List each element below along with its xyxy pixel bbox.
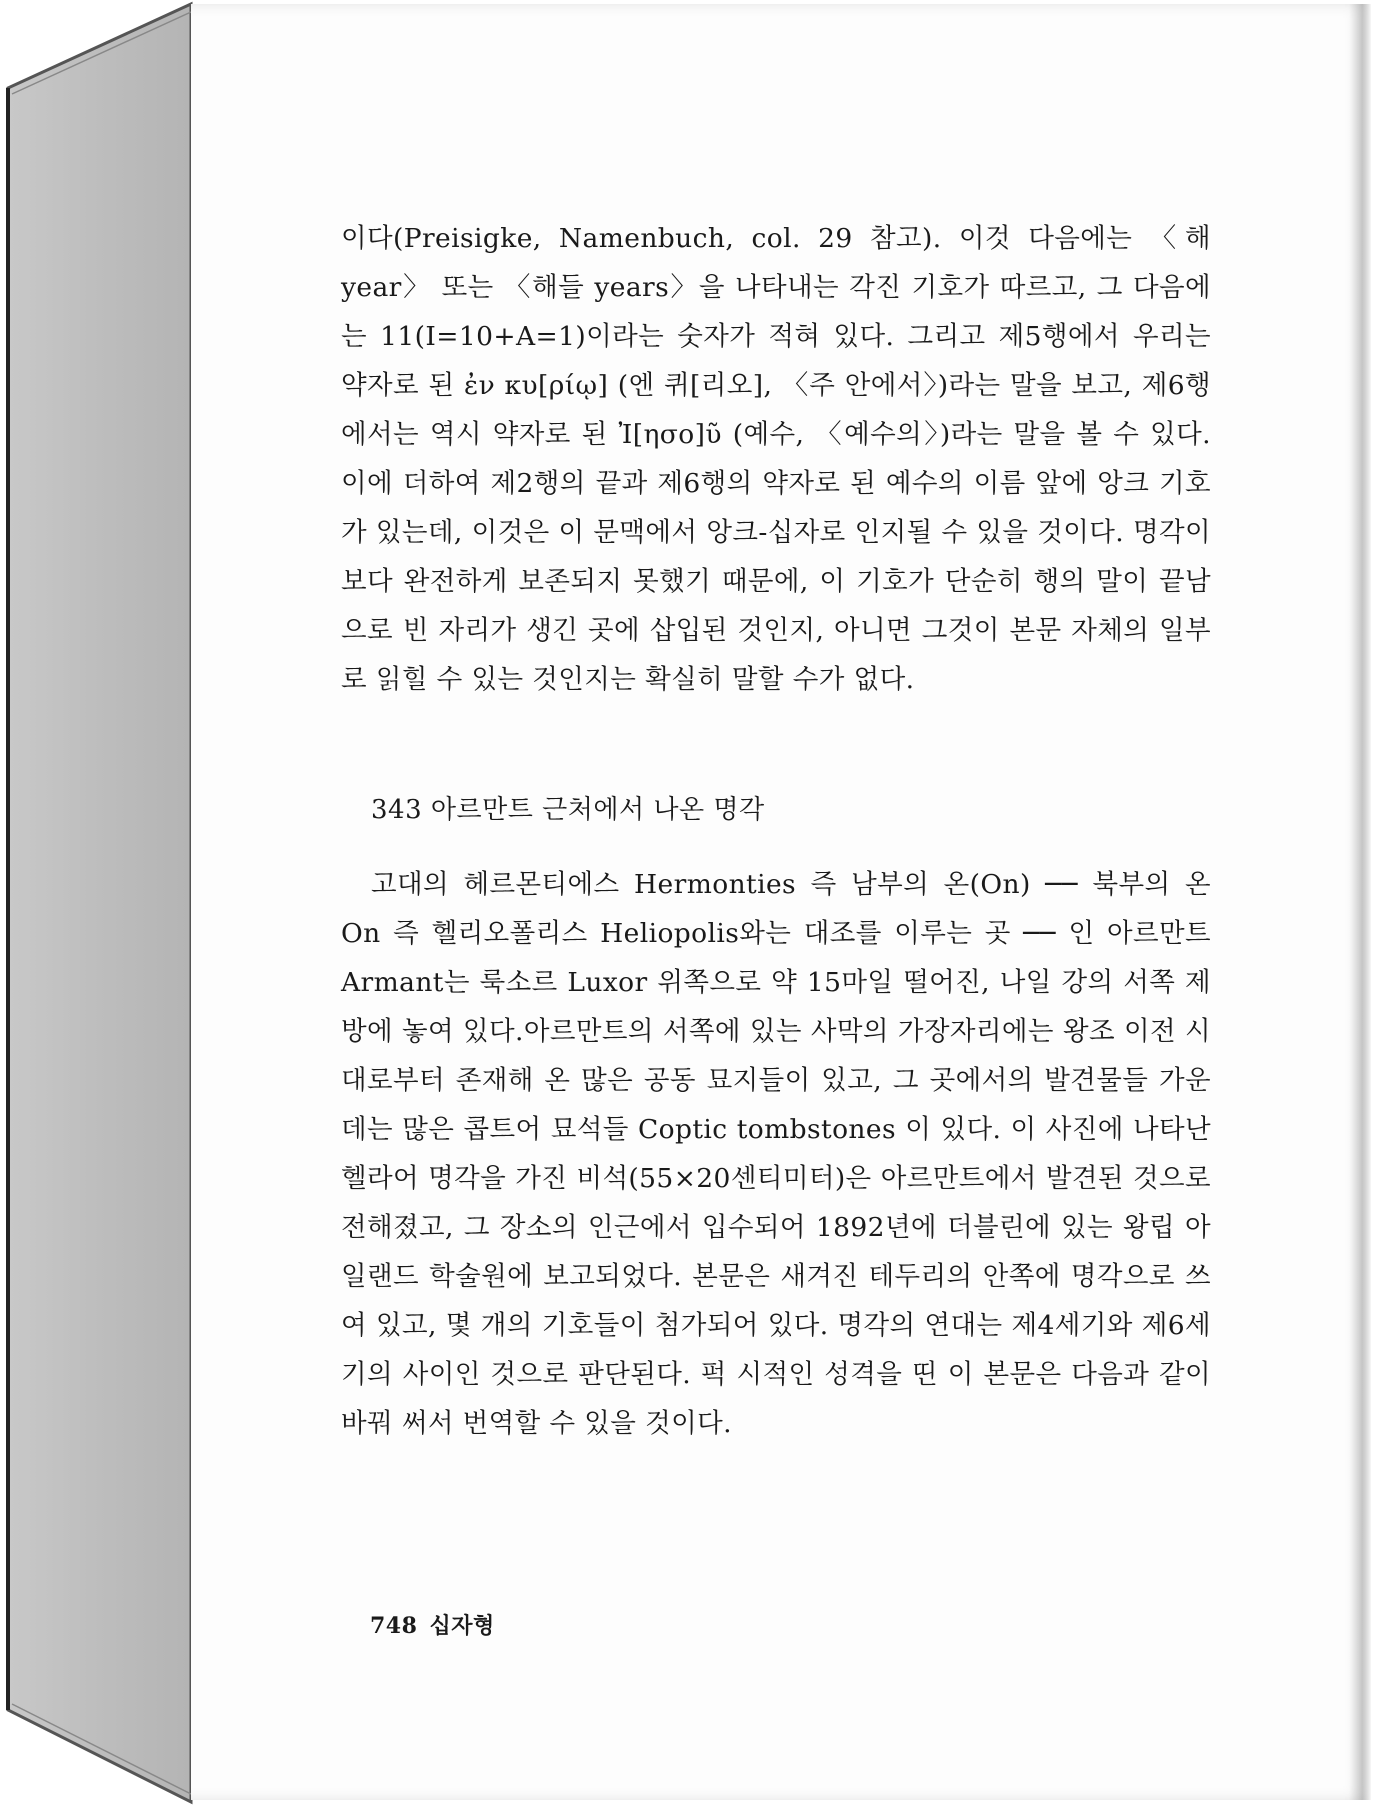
body-paragraph: 고대의 헤르몬티에스 Hermonties 즉 남부의 온(On) ── 북부의 온 On 즉 헬리오폴리스 Heliopolis와는 대조를 이루는 곳 ── 인 아르만트 Armant는 룩소르 Luxor 위쪽으로 약 15마일 떨어진, 나일 강의 서쪽 제방에 놓여 있다.아르만트의 서쪽에 있는 사막의 가장자리에는 왕조 이전 시대로부터 존재해 온 많은 공동 묘지들이 있고, 그 곳에서의 발견물들 가운데는 많은 콥트어 묘석들 Coptic tombstones 이 있다. 이 사진에 나타난 헬라어 명각을 가진 비석(55×20센티미터)은 아르만트에서 발견된 것으로 전해졌고, 그 장소의 인근에서 입수되어 1892년에 더블린에 있는 왕립 아일랜드 학술원에 보고되었다. 본문은 새겨진 테두리의 안쪽에 명각으로 쓰여 있고, 몇 개의 기호들이 첨가되어 있다. 명각의 연대는 제4세기와 제6세기의 사이인 것으로 판단된다. 퍽 시적인 성격을 띤 이 본문은 다음과 같이 바꿔 써서 번역할 수 있을 것이다.	[341, 869, 1211, 1439]
section-heading: 343 아르만트 근처에서 나온 명각	[371, 795, 765, 825]
document-page	[191, 4, 1371, 1800]
page-edge-shadow	[1349, 4, 1371, 1800]
running-title: 십자형	[429, 1613, 495, 1639]
page-body	[341, 214, 1211, 1448]
page-footer	[370, 1609, 495, 1640]
page-number: 748	[370, 1613, 418, 1639]
body-paragraph: 이다(Preisigke, Namenbuch, col. 29 참고). 이것 다음에는 〈해 year〉 또는 〈해들 years〉을 나타내는 각진 기호가 따르고, 그 다음에는 11(I=10+A=1)이라는 숫자가 적혀 있다. 그리고 제5행에서 우리는 약자로 된 ἐν κυ[ρίῳ] (엔 퀴[리오], 〈주 안에서〉)라는 말을 보고, 제6행에서는 역시 약자로 된 Ἰ[ησο]ῦ (예수, 〈예수의〉)라는 말을 볼 수 있다. 이에 더하여 제2행의 끝과 제6행의 약자로 된 예수의 이름 앞에 앙크 기호가 있는데, 이것은 이 문맥에서 앙크-십자로 인지될 수 있을 것이다. 명각이 보다 완전하게 보존되지 못했기 때문에, 이 기호가 단순히 행의 말이 끝남으로 빈 자리가 생긴 곳에 삽입된 것인지, 아니면 그것이 본문 자체의 일부로 읽힐 수 있는 것인지는 확실히 말할 수가 없다.	[341, 223, 1211, 695]
